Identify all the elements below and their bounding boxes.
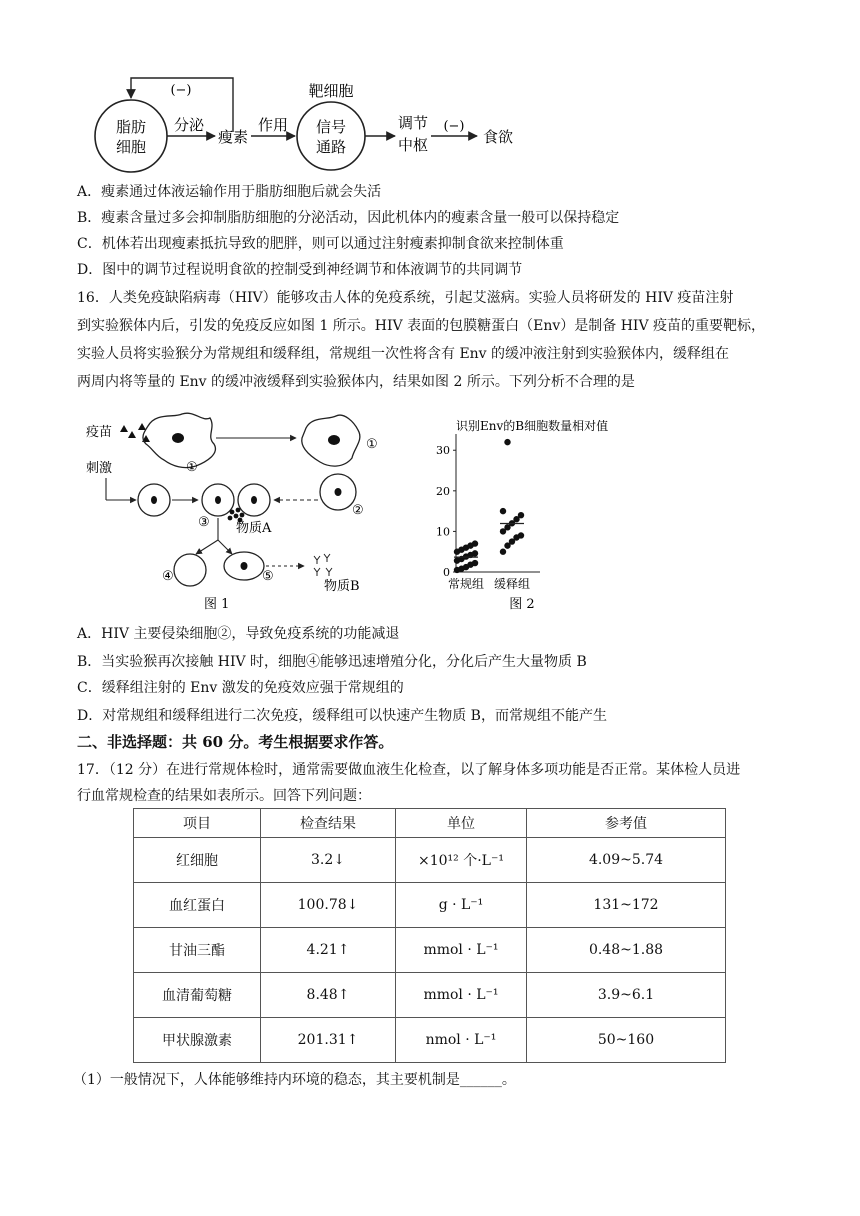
- data-point: [500, 549, 506, 555]
- table-cell: ×10¹² 个·L⁻¹: [396, 838, 527, 883]
- table-row: [134, 1018, 726, 1063]
- fat-cell-label-1: 脂肪: [115, 118, 147, 136]
- table-row: [134, 883, 726, 928]
- stimulus-label: 刺激: [86, 461, 113, 476]
- table-cell: 100.78↓: [261, 883, 396, 928]
- data-point: [518, 532, 524, 538]
- label-n4: ④: [162, 569, 174, 584]
- table-cell: 甘油三酯: [134, 928, 261, 973]
- y-tick-label: 0: [443, 566, 450, 579]
- data-point: [472, 560, 478, 566]
- table-cell: 4.09~5.74: [527, 838, 726, 883]
- vaccine-label: 疫苗: [86, 425, 113, 440]
- arrow-to-5: [218, 540, 232, 554]
- y-tick-label: 30: [436, 444, 450, 458]
- table-header-cell: 参考值: [527, 809, 726, 838]
- act-label: 作用: [257, 116, 289, 134]
- plasma-cell-nucleus: [241, 562, 248, 570]
- label-n1-a: ①: [186, 460, 198, 475]
- q17-sub-question-1: （1）一般情况下，人体能够维持内环境的稳态，其主要机制是______。: [73, 1072, 516, 1088]
- antigen-triangles: [120, 423, 150, 442]
- table-cell: 3.9~6.1: [527, 973, 726, 1018]
- secrete-label: 分泌: [173, 116, 205, 134]
- q17-stem-1: 17．（12 分）在进行常规体检时，通常需要做血液生化检查，以了解身体多项功能是否正常。某体检人员进: [77, 762, 741, 778]
- figure-1-caption: 图 1: [204, 597, 230, 612]
- table-cell: mmol · L⁻¹: [396, 973, 527, 1018]
- label-n3: ③: [198, 515, 210, 530]
- substance-b-label: 物质B: [324, 579, 360, 594]
- figure-2-scatter-chart: [420, 414, 640, 614]
- table-header-cell: 项目: [134, 809, 261, 838]
- label-n2: ②: [352, 503, 364, 518]
- data-point: [500, 508, 506, 514]
- table-cell: mmol · L⁻¹: [396, 928, 527, 973]
- figure-1-immune-diagram: [82, 408, 402, 614]
- y-tick-label: 20: [436, 484, 450, 498]
- signal-label-1: 信号: [315, 118, 347, 136]
- q16-stem-3: 实验人员将实验猴分为常规组和缓释组，常规组一次性将含有 Env 的缓冲液注射到实验猴体内，缓释组在: [77, 346, 730, 362]
- q15-option-c: C．机体若出现瘦素抵抗导致的肥胖，则可以通过注射瘦素抑制食欲来控制体重: [77, 236, 564, 252]
- table-cell: 201.31↑: [261, 1018, 396, 1063]
- data-point: [518, 512, 524, 518]
- data-point: [472, 540, 478, 546]
- q15-option-b: B．瘦素含量过多会抑制脂肪细胞的分泌活动，因此机体内的瘦素含量一般可以保持稳定: [77, 210, 620, 226]
- apc-right-nucleus: [328, 435, 340, 445]
- q16-option-b: B．当实验猴再次接触 HIV 时，细胞④能够迅速增殖分化，分化后产生大量物质 B: [77, 654, 587, 670]
- apc-nucleus: [172, 433, 184, 443]
- signal-pathway-node: [297, 102, 365, 170]
- category-label-slow-release: 缓释组: [493, 577, 531, 591]
- table-row: [134, 928, 726, 973]
- category-label-regular: 常规组: [447, 577, 485, 591]
- label-n1-b: ①: [366, 437, 378, 452]
- appetite-minus: (−): [443, 119, 465, 134]
- figure-2-caption: 图 2: [509, 597, 535, 612]
- q16-option-d: D．对常规组和缓释组进行二次免疫，缓释组可以快速产生物质 B，而常规组不能产生: [77, 708, 607, 724]
- signal-label-2: 通路: [315, 138, 347, 156]
- table-row: [134, 838, 726, 883]
- target-cell-label: 靶细胞: [308, 82, 354, 100]
- leptin-label: 瘦素: [217, 128, 249, 146]
- q16-option-a: A．HIV 主要侵染细胞②，导致免疫系统的功能减退: [77, 626, 400, 642]
- table-cell: 0.48~1.88: [527, 928, 726, 973]
- antibody-y-glyphs: [314, 554, 332, 576]
- q16-stem-2: 到实验猴体内后，引发的免疫反应如图 1 所示。HIV 表面的包膜糖蛋白（Env）是制备 HIV 疫苗的重要靶标，: [77, 318, 766, 334]
- q16-stem-1: 16．人类免疫缺陷病毒（HIV）能够攻击人体的免疫系统，引起艾滋病。实验人员将研发的 HIV 疫苗注射: [77, 290, 734, 306]
- chart-title: 识别Env的B细胞数量相对值: [456, 419, 609, 433]
- table-cell: 50~160: [527, 1018, 726, 1063]
- table-cell: nmol · L⁻¹: [396, 1018, 527, 1063]
- table-cell: 3.2↓: [261, 838, 396, 883]
- table-cell: 甲状腺激素: [134, 1018, 261, 1063]
- section-2-heading: 二、非选择题：共 60 分。考生根据要求作答。: [77, 733, 394, 751]
- arrow-to-4: [196, 540, 218, 554]
- q16-option-c: C．缓释组注射的 Env 激发的免疫效应强于常规组的: [77, 680, 404, 696]
- memory-cell-4: [174, 554, 206, 586]
- regulate-label: 调节: [397, 114, 429, 132]
- q17-stem-2: 行血常规检查的结果如表所示。回答下列问题：: [77, 788, 371, 804]
- table-cell: 血清葡萄糖: [134, 973, 261, 1018]
- table-header-row: [134, 809, 726, 838]
- table-header-cell: 检查结果: [261, 809, 396, 838]
- q15-option-d: D．图中的调节过程说明食欲的控制受到神经调节和体液调节的共同调节: [77, 262, 523, 278]
- cell-2-nucleus: [335, 488, 342, 496]
- fat-cell-node: [95, 100, 167, 172]
- feedback-minus: (−): [170, 83, 192, 98]
- cell-t-nucleus: [251, 496, 257, 504]
- table-cell: 8.48↑: [261, 973, 396, 1018]
- substance-a-label: 物质A: [236, 521, 272, 536]
- table-header-cell: 单位: [396, 809, 527, 838]
- y-tick-label: 10: [436, 525, 450, 539]
- table-cell: 131~172: [527, 883, 726, 928]
- data-point: [472, 550, 478, 556]
- table-cell: g · L⁻¹: [396, 883, 527, 928]
- center-label: 中枢: [397, 136, 429, 154]
- b-cell-nucleus: [151, 496, 157, 504]
- table-row: [134, 973, 726, 1018]
- data-point: [504, 439, 510, 445]
- cell-3-nucleus: [215, 496, 221, 504]
- q16-stem-4: 两周内将等量的 Env 的缓冲液缓释到实验猴体内，结果如图 2 所示。下列分析不合理的是: [77, 374, 635, 390]
- table-cell: 4.21↑: [261, 928, 396, 973]
- appetite-label: 食欲: [482, 128, 514, 146]
- fat-cell-label-2: 细胞: [115, 138, 147, 156]
- blood-test-table: [133, 808, 726, 1063]
- q15-option-a: A．瘦素通过体液运输作用于脂肪细胞后就会失活: [77, 184, 382, 200]
- table-cell: 红细胞: [134, 838, 261, 883]
- label-n5: ⑤: [262, 569, 274, 584]
- table-cell: 血红蛋白: [134, 883, 261, 928]
- leptin-flow-diagram: [85, 72, 525, 176]
